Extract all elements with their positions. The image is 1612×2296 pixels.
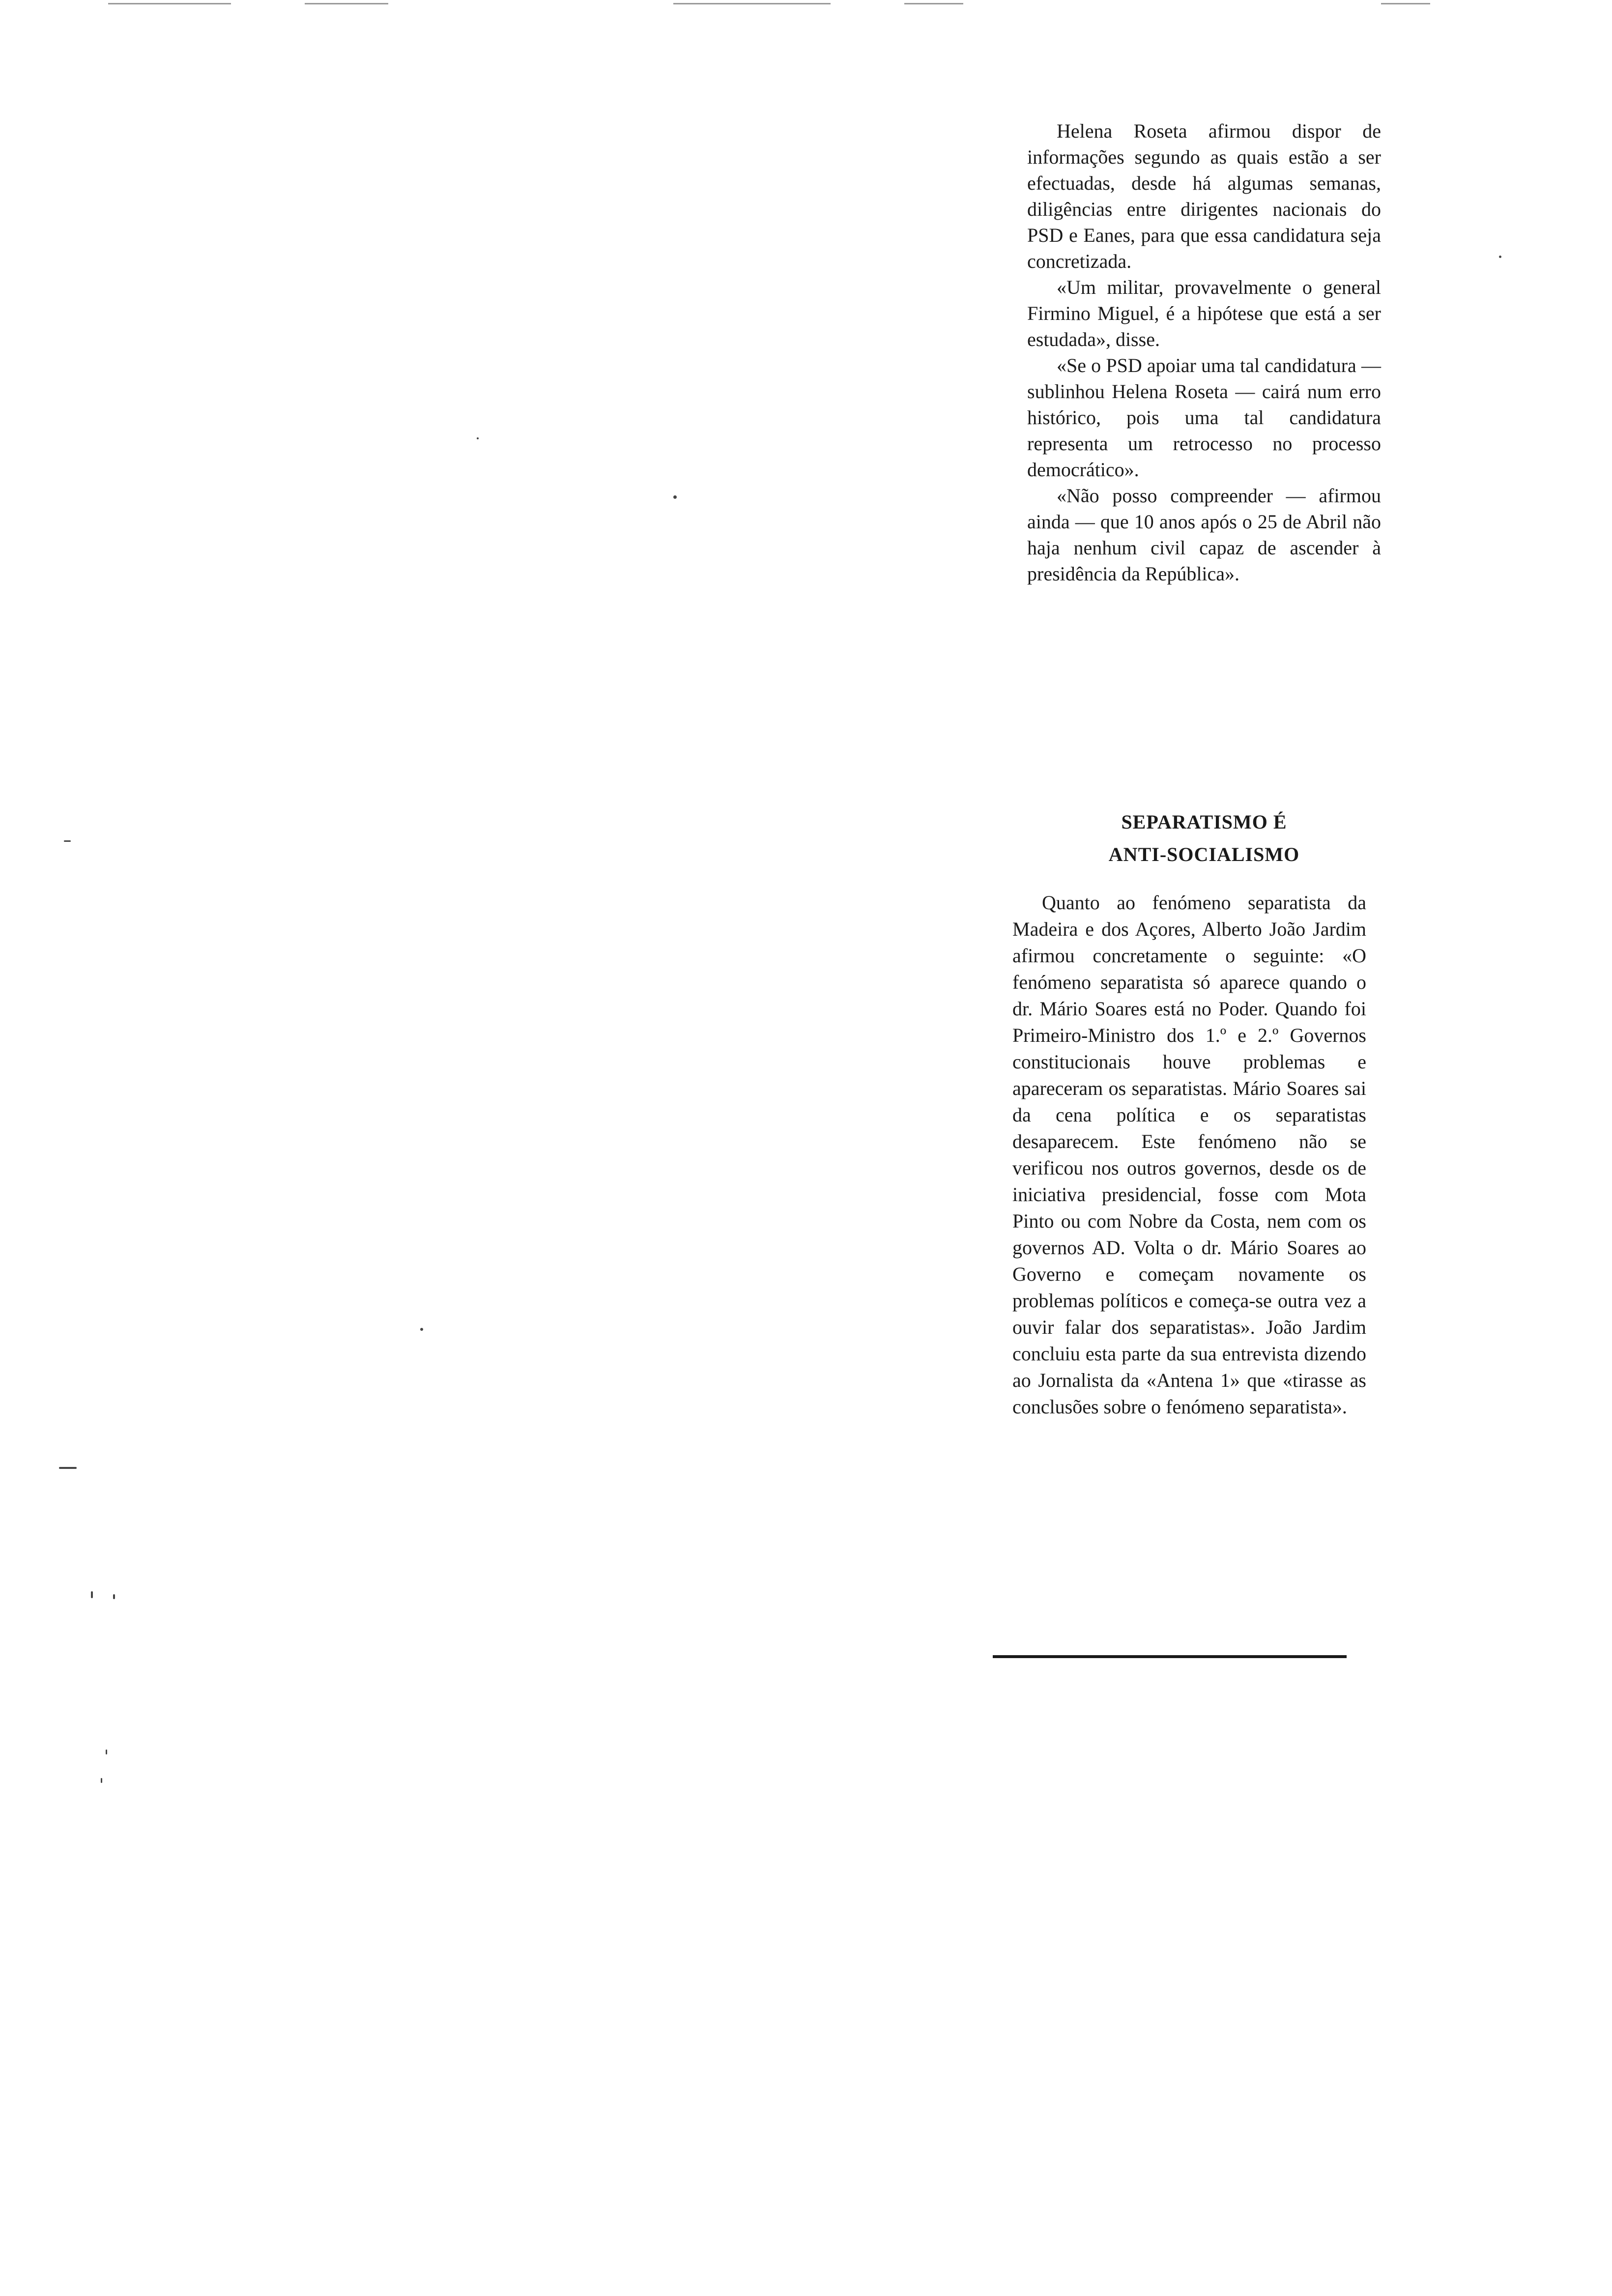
article-lower-column: [1012, 890, 1366, 1420]
scan-speck: [420, 1328, 423, 1331]
scan-artifact-rule: [305, 3, 388, 4]
article-upper-column: [1027, 118, 1381, 587]
section-heading-line: SEPARATISMO É: [1121, 811, 1287, 833]
scan-speck: [1499, 256, 1501, 258]
section-heading: [1047, 806, 1361, 871]
scan-speck: [59, 1467, 77, 1469]
scan-speck: [91, 1591, 93, 1598]
closing-rule: [993, 1655, 1347, 1658]
article-paragraph: Helena Roseta afirmou dispor de informações segundo as quais estão a ser efectuadas, desde há algumas semanas, diligências entre dirigentes nacionais do PSD e Eanes, para que essa candidatura seja concretizada.: [1027, 120, 1381, 272]
scan-speck: [106, 1750, 107, 1754]
scan-artifact-rule: [673, 3, 831, 4]
section-heading-line: ANTI-SOCIALISMO: [1108, 843, 1300, 865]
article-paragraph: «Se o PSD apoiar uma tal candidatura — sublinhou Helena Roseta — cairá num erro histórico, pois uma tal candidatura representa um retrocesso no processo democrático».: [1027, 354, 1381, 481]
scan-speck: [113, 1594, 115, 1599]
scan-speck: [477, 437, 479, 439]
scan-artifact-rule: [1381, 3, 1430, 4]
scan-artifact-rule: [904, 3, 963, 4]
article-paragraph: «Não posso compreender — afirmou ainda — que 10 anos após o 25 de Abril não haja nenhum civil capaz de ascender à presidência da República».: [1027, 485, 1381, 585]
scan-speck: [101, 1778, 102, 1783]
scan-speck: [673, 495, 677, 499]
article-paragraph: Quanto ao fenómeno separatista da Madeira e dos Açores, Alberto João Jardim afirmou concretamente o seguinte: «O fenómeno separatista só aparece quando o dr. Mário Soares está no Poder. Quando foi Primeiro-Ministro dos 1.º e 2.º Governos constitucionais houve problemas e apareceram os separatistas. Mário Soares sai da cena política e os separatistas desaparecem. Este fenómeno não se verificou nos outros governos, desde os de iniciativa presidencial, fosse com Mota Pinto ou com Nobre da Costa, nem com os governos AD. Volta o dr. Mário Soares ao Governo e começam novamente os problemas políticos e começa-se outra vez a ouvir falar dos separatistas». João Jardim concluiu esta parte da sua entrevista dizendo ao Jornalista da «Antena 1» que «tirasse as conclusões sobre o fenómeno separatista».: [1012, 891, 1366, 1418]
scan-speck: [64, 840, 71, 842]
scan-artifact-rule: [108, 3, 231, 4]
article-paragraph: «Um militar, provavelmente o general Firmino Miguel, é a hipótese que está a ser estudada», disse.: [1027, 276, 1381, 350]
